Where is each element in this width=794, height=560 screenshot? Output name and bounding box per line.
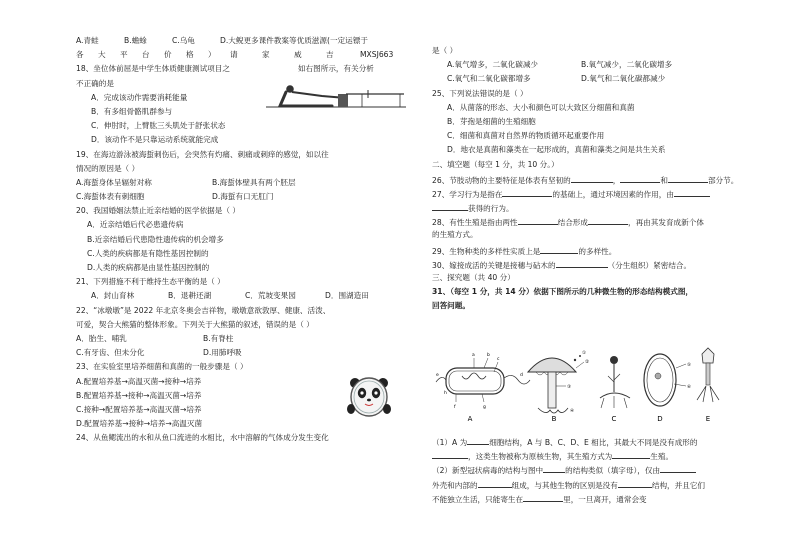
ad-char: 威 <box>294 50 302 60</box>
q31-p2-line2 <box>432 479 774 489</box>
q23-option-a: A.配置培养基→高温灭菌→接种→培养 <box>76 376 202 386</box>
q22-line2: 可爱，契合大熊猫的整体形象。下列关于大熊猫的叙述，错误的是（ ） <box>76 319 314 329</box>
yeast-d <box>644 354 686 406</box>
q22-option-b: B.有脊柱 <box>203 333 234 343</box>
q20-option-b: B.近亲结婚后代患隐性遗传病的机会增多 <box>87 234 224 244</box>
q31-p2-part: 的结构类似（填字母），仅由 <box>565 466 661 476</box>
q31-line1 <box>432 287 774 297</box>
blank[interactable] <box>432 450 468 459</box>
part-1: ① <box>582 351 587 356</box>
q23-option-d: D.配置培养基→接种→培养→高温灭菌 <box>76 419 203 429</box>
q31-p2-part: 结构，并且它们 <box>651 480 706 490</box>
q25-option-c: C．细菌和真菌对自然界的物质循环起重要作用 <box>447 131 605 141</box>
q21-option-c: C．荒坡变果园 <box>245 291 296 301</box>
q19-option-d: D.海蜇有口无肛门 <box>212 192 274 202</box>
q20-option-d: D.人类的疾病都是由显性基因控制的 <box>87 263 210 272</box>
measure-box <box>338 94 348 107</box>
q27-line2 <box>432 202 774 212</box>
part-5: ⑤ <box>687 363 692 368</box>
q24-option-b: B.氧气减少，二氧化碳增多 <box>581 60 673 70</box>
q31-p2-part: 里，一旦离开，通常会变 <box>563 494 647 504</box>
q24-text: 24、从鱼鳃流出的水和从鱼口流进的水相比，水中溶解的气体成分发生变化 <box>76 433 329 443</box>
q31-p1-part: 细胞结构，A 与 B、C、D、E 相比，其最大不同是没有成形的 <box>489 438 698 447</box>
q18-option-b: B．有多组骨骼肌群参与 <box>91 106 173 116</box>
q18-tail: 如右图所示，有关分析 <box>297 64 374 74</box>
q28-part: ，再由其发育成新个体 <box>627 218 704 228</box>
part-b: b <box>487 353 490 358</box>
blank[interactable] <box>571 174 613 183</box>
part-e: e <box>436 373 439 378</box>
blank[interactable] <box>518 216 558 225</box>
q26-part: 部分节。 <box>707 175 739 185</box>
blank[interactable] <box>620 174 660 183</box>
q19-line1: 19、在海边游泳被海蜇刺伤后，会突然有灼痛、刺痛或刺痒的感觉，如以往 <box>76 149 329 159</box>
q18-option-d: D．该动作不是只靠运动系统就能完成 <box>91 135 219 145</box>
blank[interactable] <box>618 479 652 488</box>
ad-text-2 <box>76 50 412 60</box>
right-column <box>432 46 774 311</box>
section-3-heading: 三、探究题（共 40 分） <box>432 273 515 282</box>
q28-text <box>432 216 774 226</box>
q26-part: 和 <box>660 175 668 185</box>
q17-option-b: B.蟾蜍 <box>124 36 147 45</box>
q22-option-a: A．胎生、哺乳 <box>76 333 127 343</box>
part-f: f <box>454 405 456 410</box>
blank[interactable] <box>432 202 468 211</box>
microbe-figure <box>434 346 734 426</box>
ad-char: 格 <box>186 50 194 60</box>
blank[interactable] <box>523 493 563 502</box>
blank[interactable] <box>660 464 696 473</box>
q21-text: 21、下列措施不利于维持生态平衡的是（ ） <box>76 277 225 287</box>
ad-char: 台 <box>142 50 150 60</box>
part-4: ④ <box>570 409 575 414</box>
panda-mascot-icon <box>345 373 393 419</box>
blank[interactable] <box>588 216 628 225</box>
q28-part: 28、有性生殖是指由两性 <box>432 218 518 228</box>
q31-subquestions <box>432 436 774 503</box>
q27-part: 27、学习行为是指在 <box>432 189 503 199</box>
part-d: d <box>520 373 523 378</box>
q24-options-row2 <box>432 74 774 84</box>
q27-part: 的基础上，通过环境因素的作用，由 <box>552 189 674 199</box>
q27-part: 获得的行为。 <box>468 204 514 214</box>
sit-and-reach-figure <box>262 80 410 110</box>
q19-option-b: B.海蜇体壁具有两个胚层 <box>212 177 296 187</box>
q22-line1: 22、“冰墩墩”是 2022 年北京冬奥会吉祥物，墩墩意欲敦厚、健康、活泼、 <box>76 305 331 315</box>
q22-option-c: C.有牙齿、但未分化 <box>76 348 145 358</box>
q28-part: 结合形成 <box>557 218 588 228</box>
ad-char: 平 <box>120 50 128 60</box>
part-g: g <box>483 405 486 410</box>
q31-p2-part: 不能独立生活，只能寄生在 <box>432 494 524 504</box>
q19-options-row1 <box>76 178 412 188</box>
q31-text: 31、（每空 1 分，共 14 分）依据下图所示的几种微生物的形态结构模式图， <box>432 287 694 297</box>
blank[interactable] <box>556 259 608 268</box>
q17-option-d: D.大鲵 <box>220 36 244 45</box>
q31-p2-line1 <box>432 464 774 474</box>
q18-line2: 不正确的是 <box>76 78 114 88</box>
fig-label-b: B <box>551 415 557 423</box>
ad-char: 各 <box>76 50 84 60</box>
q17-options <box>76 36 412 46</box>
q31-p1-part: （1）A 为 <box>432 438 468 447</box>
bacterium-a <box>436 358 530 402</box>
q25-text: 25、下列说法错误的是（ ） <box>432 88 528 98</box>
ad-char: 吉 <box>326 50 334 60</box>
q23-option-b: B.配置培养基→接种→高温灭菌→培养 <box>76 390 202 400</box>
mold-c <box>600 356 630 408</box>
blank[interactable] <box>467 436 489 445</box>
q31-text2: 回答问题。 <box>432 301 470 311</box>
q19-option-a: A.海蜇身体呈辐射对称 <box>76 177 152 187</box>
ad-char: 请 <box>230 50 238 60</box>
blank[interactable] <box>502 188 552 197</box>
section-2-heading: 二、填空题（每空 1 分，共 10 分。） <box>432 159 559 169</box>
q30-text <box>432 259 774 269</box>
q21-option-d: D．围湖造田 <box>325 291 369 301</box>
q28-line2: 的生殖方式。 <box>432 230 478 240</box>
q31-p2-line3 <box>432 493 774 503</box>
part-a: a <box>472 353 475 358</box>
q18-option-c: C．伸肘时，上臂肱三头肌处于舒张状态 <box>91 121 226 131</box>
ad-text-1: 更多课件教案等优质滋源(一定运镖于 <box>243 36 368 45</box>
q22-options-row1 <box>76 334 412 344</box>
q24-options-row1 <box>432 60 774 70</box>
mushroom-b <box>528 355 584 413</box>
q31-line2 <box>432 301 774 311</box>
q25-option-a: A．从菌落的形态、大小和颜色可以大致区分细菌和真菌 <box>447 102 635 112</box>
blank[interactable] <box>543 464 565 473</box>
q19-options-row2 <box>76 192 412 202</box>
q31-p1-line2 <box>432 450 774 460</box>
q31-p1-part: 生殖。 <box>650 452 674 462</box>
q29-part: 29、生物种类的多样性实质上是 <box>432 246 541 256</box>
ad-char: 价 <box>164 50 172 60</box>
q22-options-row2 <box>76 348 412 358</box>
part-3: ③ <box>567 385 572 390</box>
q24-end: 是（ ） <box>432 46 458 55</box>
q30-part: 30、嫁接成活的关键是接穗与砧木的 <box>432 260 556 270</box>
q26-text <box>432 174 774 184</box>
ad-char: ） <box>208 50 216 60</box>
q19-line2: 情况的原因是（ ） <box>76 163 140 173</box>
virus-e <box>697 348 719 402</box>
q26-part: ， <box>612 175 621 185</box>
fig-label-a: A <box>467 415 473 423</box>
ad-char: 家 <box>262 50 270 60</box>
part-6: ⑥ <box>687 385 692 390</box>
q23-text: 23、在实验室里培养细菌和真菌的一般步骤是（ ） <box>76 362 248 372</box>
q18-text: 18、坐位体前屈是中学生体质健康测试项目之 <box>76 64 230 74</box>
part-c: c <box>497 357 500 362</box>
q21-options <box>76 291 412 301</box>
blank[interactable] <box>478 479 512 488</box>
q21-option-a: A．封山育林 <box>91 291 135 301</box>
fig-label-d: D <box>657 415 663 423</box>
q21-option-b: B．退耕还湖 <box>168 291 212 301</box>
blank[interactable] <box>612 450 650 459</box>
q20-text: 20、我国婚姻法禁止近亲结婚的医学依据是（ ） <box>76 206 240 216</box>
q31-p1-part: ，这类生物被称为原核生物，其生殖方式为 <box>468 452 613 462</box>
q27-text <box>432 188 774 198</box>
q17-option-a: A.青蛙 <box>76 36 99 45</box>
q26-part: 26、节肢动物的主要特征是体表有坚韧的 <box>432 175 571 185</box>
blank[interactable] <box>540 245 578 254</box>
q29-part: 的多样性。 <box>578 246 617 256</box>
q31-p2-part: 外壳和内部的 <box>432 480 478 490</box>
q24-option-c: C.氧气和二氧化碳都增多 <box>447 74 531 84</box>
q20-option-a: A．近亲结婚后代必患遗传病 <box>87 220 184 230</box>
q18-line <box>76 64 412 74</box>
q31-p2-part: 组成，与其他生物的区别是没有 <box>511 480 618 490</box>
q18-option-a: A．完成该动作需要消耗能量 <box>91 92 188 102</box>
q20-option-c: C.人类的疾病都是有隐性基因控制的 <box>87 248 209 258</box>
ad-code: MXSJ663 <box>360 50 394 60</box>
blank[interactable] <box>668 174 708 183</box>
q30-part: （分生组织）紧密结合。 <box>607 260 692 270</box>
fig-label-c: C <box>611 415 617 423</box>
part-2: ② <box>585 360 590 365</box>
q31-p1-line1 <box>432 436 774 446</box>
q23-option-c: C.接种→配置培养基→高温灭菌→培养 <box>76 404 202 414</box>
q31-p2-part: （2）新型冠状病毒的结构与图中 <box>432 466 544 476</box>
fig-label-e: E <box>705 415 711 423</box>
q25-option-d: D．地衣是真菌和藻类在一起形成的，真菌和藻类之间是共生关系 <box>447 145 666 155</box>
q24-option-d: D.氧气和二氧化碳都减少 <box>581 74 666 84</box>
q22-option-d: D.用肺呼吸 <box>203 348 242 358</box>
part-h: h <box>444 391 447 396</box>
q19-option-c: C.海蜇体表有刺细胞 <box>76 192 145 202</box>
ad-char: 大 <box>98 50 106 60</box>
q25-option-b: B．芽孢是细菌的生殖细胞 <box>447 116 536 126</box>
q24-option-a: A.氧气增多，二氧化碳减少 <box>447 60 539 70</box>
blank[interactable] <box>674 188 710 197</box>
q17-option-c: C.乌龟 <box>172 36 195 45</box>
q29-text <box>432 245 774 255</box>
